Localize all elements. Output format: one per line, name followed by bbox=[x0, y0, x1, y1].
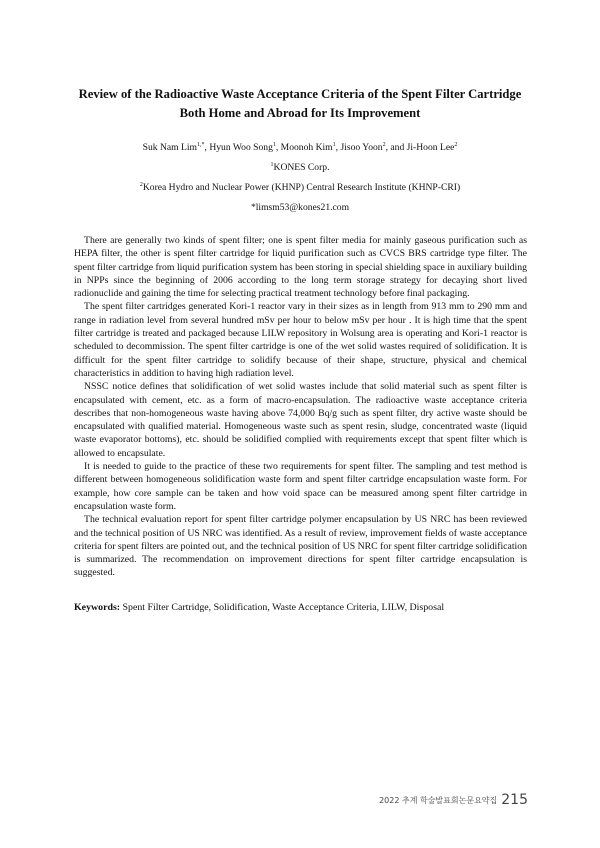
author-name: Hyun Woo Song bbox=[209, 142, 273, 153]
affiliation-text: Korea Hydro and Nuclear Power (KHNP) Central Research Institute (KHNP-CRI) bbox=[142, 182, 461, 193]
author-block bbox=[60, 138, 540, 218]
abstract-body bbox=[74, 234, 527, 580]
author-name: Suk Nam Lim bbox=[142, 142, 198, 153]
author-name: Moonoh Kim bbox=[280, 142, 333, 153]
author-separator: , bbox=[204, 142, 210, 153]
abstract-paragraph: There are generally two kinds of spent filter; one is spent filter media for mainly gaseous purification such as HEPA filter, the other is spent filter cartridge for liquid purification such as CVCS BRS cartridge type filter. The spent filter cartridge from liquid purification system has been storing in special shielding space in auxiliary building in NPPs since the beginning of 2006 according to the long term storage strategy for decaying short lived radionuclide and gaining the time for selecting practical treatment technology before final packaging. bbox=[74, 235, 527, 300]
affiliation-mark: 2 bbox=[139, 182, 143, 188]
abstract-paragraph: It is needed to guide to the practice of these two requirements for spent filter. The sampling and test method is different between homogeneous solidification waste form and spent filter cartridge encapsulation waste form. For example, how core sample can be taken and how void space can be measured among spent filter cartridge in encapsulation waste form. bbox=[74, 461, 527, 512]
title-line-1: Review of the Radioactive Waste Acceptance Criteria of the Spent Filter Cartridge bbox=[78, 87, 522, 101]
page-number: 215 bbox=[501, 792, 528, 808]
author-name: Ji-Hoon Lee bbox=[406, 142, 455, 153]
author-separator: , bbox=[335, 142, 341, 153]
author-affiliation-mark: 1,* bbox=[197, 142, 205, 148]
author-affiliation-mark: 1 bbox=[332, 142, 336, 148]
corresponding-email: *limsm53@kones21.com bbox=[250, 202, 350, 213]
author-name: Jisoo Yoon bbox=[340, 142, 383, 153]
author-separator: , and bbox=[385, 142, 407, 153]
author-separator: , bbox=[275, 142, 281, 153]
author-affiliation-mark: 1 bbox=[272, 142, 276, 148]
proceedings-title: 2022 추계 학술발표회논문요약집 bbox=[379, 796, 498, 805]
affiliation-2 bbox=[60, 178, 540, 198]
paper-title bbox=[60, 85, 540, 123]
keywords-text: Spent Filter Cartridge, Solidification, Waste Acceptance Criteria, LILW, Disposal bbox=[120, 602, 445, 613]
affiliation-text: KONES Corp. bbox=[273, 162, 330, 173]
author-affiliation-mark: 2 bbox=[382, 142, 386, 148]
title-line-2: Both Home and Abroad for Its Improvement bbox=[179, 106, 421, 120]
keywords-line bbox=[74, 601, 527, 614]
affiliation-mark: 1 bbox=[270, 162, 274, 168]
page-footer bbox=[379, 792, 528, 808]
affiliation-1 bbox=[60, 158, 540, 178]
abstract-paragraph: The technical evaluation report for spent filter cartridge polymer encapsulation by US NRC has been reviewed and the technical position of US NRC was identified. As a result of review, improvement fields of waste acceptance criteria for spent filters are pointed out, and the technical position of US NRC for spent filter cartridge solidification is summarized. The recommendation on improvement directions for spent filter cartridge encapsulation is suggested. bbox=[74, 514, 527, 579]
keywords-label: Keywords: bbox=[74, 602, 121, 613]
abstract-paragraph: NSSC notice defines that solidification of wet solid wastes include that solid material such as spent filter is encapsulated with cement, etc. as a form of macro-encapsulation. The radioactive waste acceptance criteria describes that non-homogeneous waste having above 74,000 Bq/g such as spent filter, dry active waste should be encapsulated with qualified material. Homogeneous waste such as spent resin, sludge, concentrated waste (liquid waste evaporator bottoms), etc. should be solidified complied with requirements except that spent filter which is allowed to encapsulate. bbox=[74, 381, 527, 459]
abstract-paragraph: The spent filter cartridges generated Kori-1 reactor vary in their sizes as in length from 913 mm to 290 mm and range in radiation level from several hundred mSv per hour to below mSv per hour . It is high time that the spent filter cartridge is treated and packaged because LILW repository in Wolsung area is operating and Kori-1 reactor is scheduled to decommission. The spent filter cartridge is one of the wet solid wastes required of solidification. It is difficult for the spent filter cartridge to solidify because of their shape, structure, physical and chemical characteristics in addition to having high radiation level. bbox=[74, 301, 527, 379]
author-affiliation-mark: 2 bbox=[454, 142, 458, 148]
author-list bbox=[60, 138, 540, 158]
